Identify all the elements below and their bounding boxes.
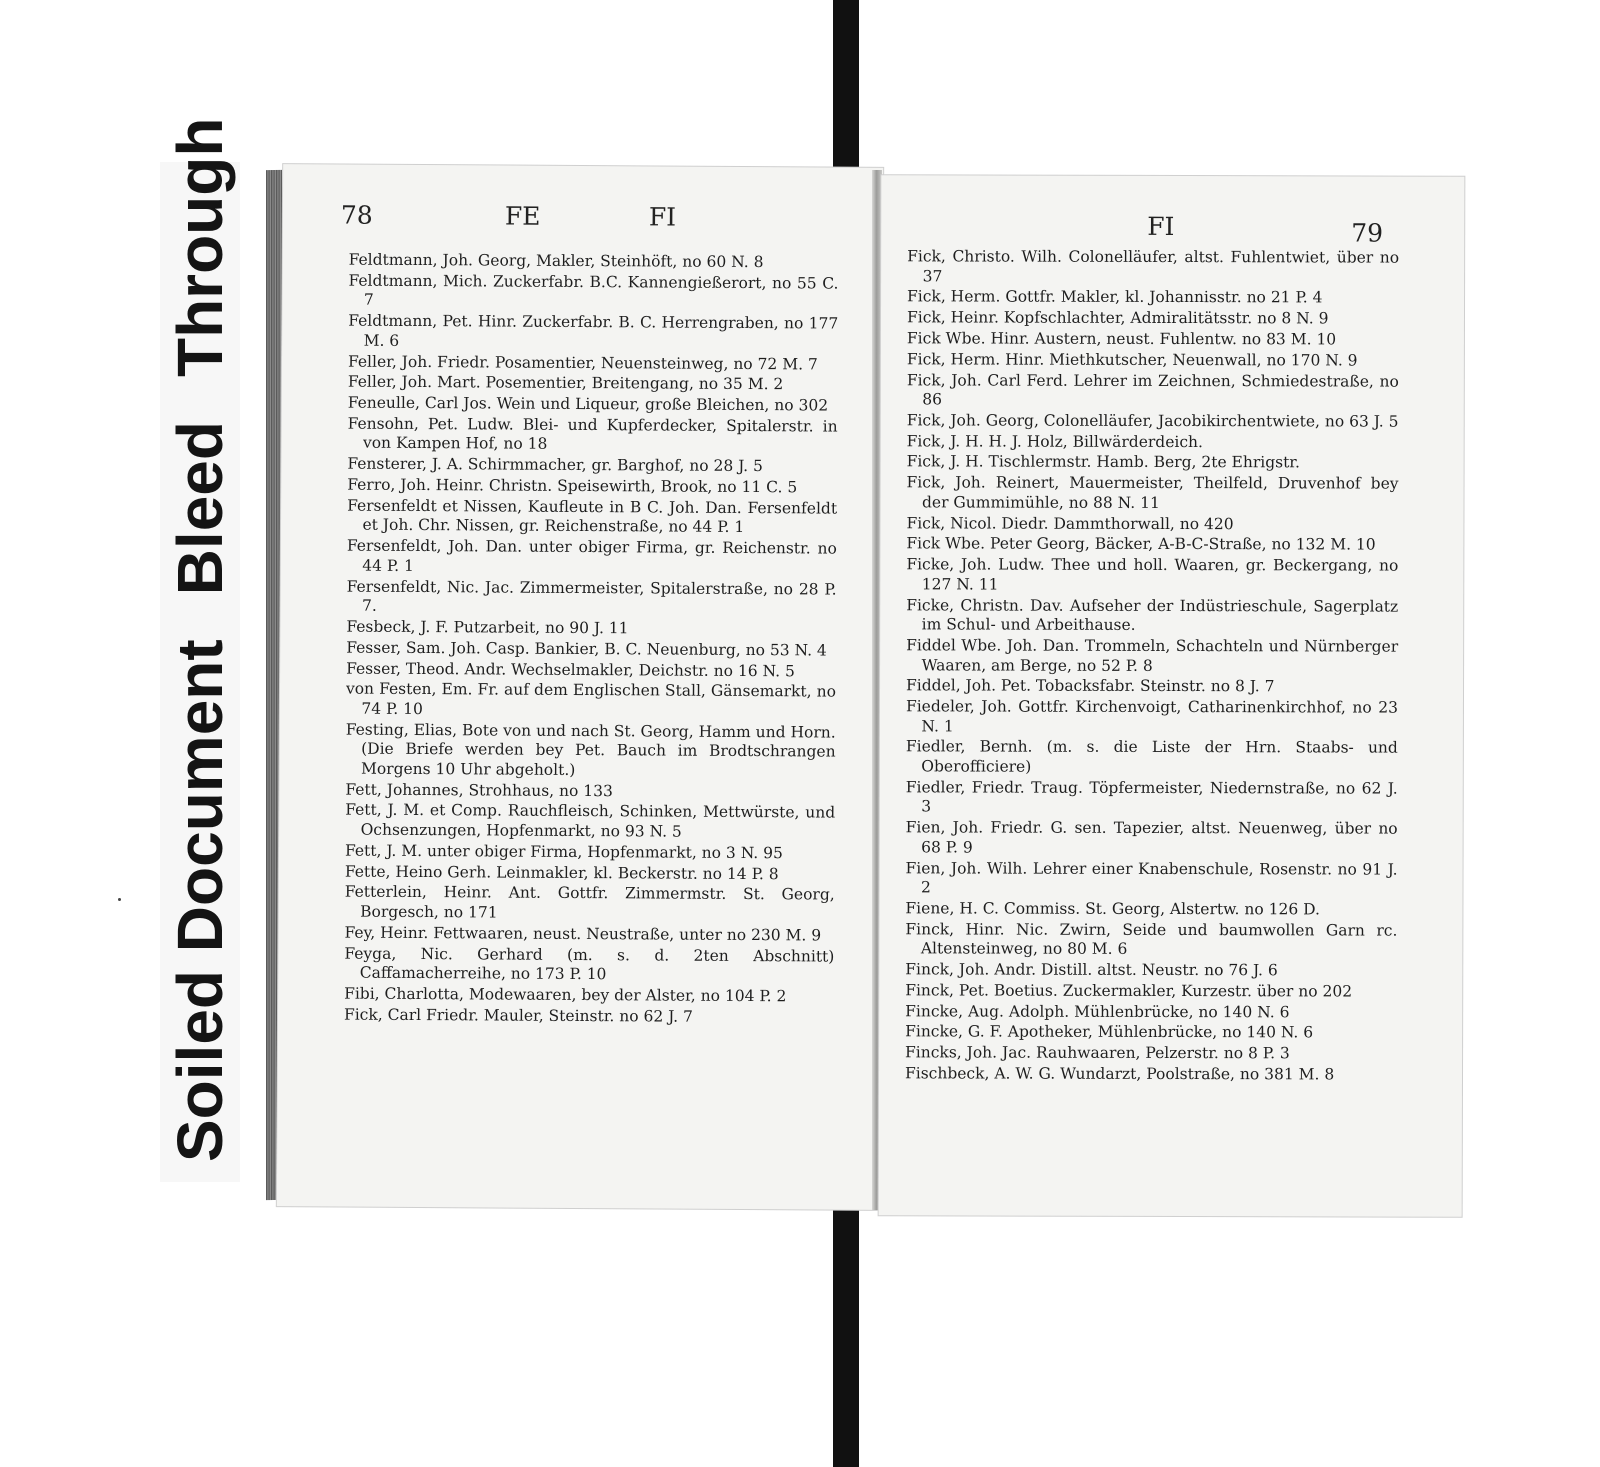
directory-entry: Fick, Carl Friedr. Mauler, Steinstr. no 62 J. 7 [343, 1005, 693, 1026]
directory-entry: Fiedeler, Joh. Gottfr. Kirchenvoigt, Catharinenkirchhof, no 23 N. 1 [905, 697, 1398, 736]
directory-entry: Fick, Heinr. Kopfschlachter, Admiralitätsstr. no 8 N. 9 [906, 308, 1329, 328]
directory-entry: von Festen, Em. Fr. auf dem Englischen Stall, Gänsemarkt, no 74 P. 10 [345, 679, 837, 718]
directory-entry: Feldtmann, Joh. Georg, Makler, Steinhöft, no 60 N. 8 [348, 250, 764, 272]
left-entry-list [344, 251, 839, 1029]
directory-entry: Fien, Joh. Wilh. Lehrer einer Knabenschule, Rosenstr. no 91 J. 2 [905, 858, 1398, 897]
directory-entry: Ficke, Christn. Dav. Aufseher der Indüstrieschule, Sagerplatz im Schul- und Arbeithause. [906, 595, 1399, 635]
running-head-center: FI [1147, 211, 1175, 242]
directory-entry: Fesser, Theod. Andr. Wechselmakler, Deichstr. no 16 N. 5 [346, 659, 795, 680]
directory-entry: Fincke, Aug. Adolph. Mühlenbrücke, no 140 N. 6 [905, 1001, 1290, 1021]
directory-entry: Finck, Pet. Boetius. Zuckermakler, Kurzestr. über no 202 [905, 981, 1353, 1001]
target-label-text [164, 117, 236, 1162]
quality-target-label [160, 117, 240, 1182]
directory-entry: Fett, J. M. et Comp. Rauchfleisch, Schinken, Mettwürste, und Ochsenzungen, Hopfenmarkt, no 93 N. 5 [345, 800, 836, 841]
directory-entry: Fey, Heinr. Fettwaaren, neust. Neustraße, unter no 230 M. 9 [344, 923, 822, 945]
directory-entry: Fersenfeldt et Nissen, Kaufleute in B C. Joh. Dan. Fersenfeldt et Joh. Chr. Nissen, gr. Reichenstraße, no 44 P. 1 [347, 496, 838, 537]
directory-entry: Fiene, H. C. Commiss. St. Georg, Alstertw. no 126 D. [905, 899, 1320, 919]
directory-entry: Fette, Heino Gerh. Leinmakler, kl. Beckerstr. no 14 P. 8 [344, 862, 779, 883]
right-entry-list [905, 247, 1399, 1086]
directory-entry: Fersenfeldt, Nic. Jac. Zimmermeister, Spitalerstraße, no 28 P. 7. [346, 577, 837, 615]
directory-entry: Festing, Elias, Bote von und nach St. Georg, Hamm und Horn. (Die Briefe werden bey Pet. Bauch im Brodtschrangen Morgens 10 Uhr abgeholt.) [345, 720, 836, 779]
running-head-left: FE [504, 201, 541, 231]
directory-entry: Fiedler, Bernh. (m. s. die Liste der Hrn. Staabs- und Oberofficiere) [905, 737, 1398, 776]
directory-entry: Fick, Herm. Gottfr. Makler, kl. Johannisstr. no 21 P. 4 [907, 287, 1323, 307]
directory-entry: Feller, Joh. Mart. Posementier, Breitengang, no 35 M. 2 [347, 372, 784, 394]
directory-entry: Feller, Joh. Friedr. Posamentier, Neuensteinweg, no 72 M. 7 [347, 352, 818, 373]
right-page [879, 175, 1465, 1217]
directory-entry: Fischbeck, A. W. G. Wundarzt, Poolstraße, no 381 M. 8 [904, 1064, 1335, 1084]
directory-entry: Ficke, Joh. Ludw. Thee und holl. Waaren, gr. Beckergang, no 127 N. 11 [906, 555, 1399, 594]
right-page-header [881, 211, 1464, 247]
directory-entry: Fensohn, Pet. Ludw. Blei- und Kupferdecker, Spitalerstr. in von Kampen Hof, no 18 [347, 414, 838, 454]
directory-entry: Fick, Nicol. Diedr. Dammthorwall, no 420 [906, 513, 1234, 533]
directory-entry: Fien, Joh. Friedr. G. sen. Tapezier, altst. Neuenweg, über no 68 P. 9 [905, 818, 1398, 857]
directory-entry: Fick, Joh. Reinert, Mauermeister, Theilfeld, Druvenhof bey der Gummimühle, no 88 N. 11 [906, 473, 1399, 512]
directory-entry: Fick, Herm. Hinr. Miethkutscher, Neuenwall, no 170 N. 9 [906, 350, 1358, 370]
directory-entry: Fincks, Joh. Jac. Rauhwaaren, Pelzerstr. no 8 P. 3 [905, 1043, 1290, 1063]
page-number-left: 78 [340, 200, 373, 230]
directory-entry: Fick, J. H. H. J. Holz, Billwärderdeich. [906, 431, 1203, 451]
directory-entry: Feldtmann, Pet. Hinr. Zuckerfabr. B. C. Herrengraben, no 177 M. 6 [348, 311, 839, 350]
running-head-right: FI [648, 202, 677, 232]
directory-entry: Fett, J. M. unter obiger Firma, Hopfenmarkt, no 3 N. 95 [344, 841, 783, 863]
directory-entry: Fick Wbe. Peter Georg, Bäcker, A-B-C-Straße, no 132 M. 10 [906, 534, 1376, 554]
directory-entry: Fetterlein, Heinr. Ant. Gottfr. Zimmermstr. St. Georg, Borgesch, no 171 [344, 882, 835, 922]
directory-entry: Fersenfeldt, Joh. Dan. unter obiger Firma, gr. Reichenstr. no 44 P. 1 [346, 536, 837, 575]
directory-entry: Fett, Johannes, Strohhaus, no 133 [345, 780, 613, 800]
directory-entry: Fick Wbe. Hinr. Austern, neust. Fuhlentw. no 83 M. 10 [906, 329, 1337, 349]
directory-entry: Feneulle, Carl Jos. Wein und Liqueur, große Bleichen, no 302 [347, 393, 829, 415]
directory-entry: Fincke, G. F. Apotheker, Mühlenbrücke, no 140 N. 6 [905, 1022, 1314, 1042]
target-word-3: Through [164, 117, 236, 377]
directory-entry: Fick, J. H. Tischlermstr. Hamb. Berg, 2te Ehrigstr. [906, 452, 1300, 472]
directory-entry: Finck, Hinr. Nic. Zwirn, Seide und baumwollen Garn rc. Altensteinweg, no 80 M. 6 [905, 920, 1398, 959]
directory-entry: Fensterer, J. A. Schirmmacher, gr. Barghof, no 28 J. 5 [347, 454, 763, 476]
stray-mark [118, 898, 121, 901]
page-number-right: 79 [1351, 218, 1384, 248]
directory-entry: Fick, Christo. Wilh. Colonelläufer, altst. Fuhlentwiet, über no 37 [907, 247, 1400, 285]
directory-entry: Finck, Joh. Andr. Distill. altst. Neustr. no 76 J. 6 [905, 960, 1278, 980]
scanner-bar-bottom [833, 1210, 859, 1467]
target-word-2: Bleed [164, 421, 236, 596]
directory-entry: Fesbeck, J. F. Putzarbeit, no 90 J. 11 [346, 617, 629, 638]
directory-entry: Fick, Joh. Carl Ferd. Lehrer im Zeichnen, Schmiedestraße, no 86 [906, 370, 1399, 409]
directory-entry: Fick, Joh. Georg, Colonelläufer, Jacobikirchentwiete, no 63 J. 5 [906, 411, 1399, 431]
directory-entry: Fiddel Wbe. Joh. Dan. Trommeln, Schachteln und Nürnberger Waaren, am Berge, no 52 P. 8 [906, 636, 1399, 675]
directory-entry: Fiedler, Friedr. Traug. Töpfermeister, Niedernstraße, no 62 J. 3 [905, 778, 1398, 816]
scanner-bar-top [833, 0, 859, 180]
directory-entry: Feldtmann, Mich. Zuckerfabr. B.C. Kannengießerort, no 55 C. 7 [348, 271, 839, 310]
target-word-1: Soiled Document [164, 639, 236, 1162]
directory-entry: Fiddel, Joh. Pet. Tobacksfabr. Steinstr. no 8 J. 7 [906, 676, 1275, 696]
directory-entry: Fibi, Charlotta, Modewaaren, bey der Alster, no 104 P. 2 [344, 984, 787, 1006]
directory-entry: Ferro, Joh. Heinr. Christn. Speisewirth, Brook, no 11 C. 5 [347, 475, 798, 497]
left-page [277, 164, 883, 1210]
directory-entry: Fesser, Sam. Joh. Casp. Bankier, B. C. Neuenburg, no 53 N. 4 [346, 638, 827, 660]
left-page-header [283, 200, 883, 238]
directory-entry: Feyga, Nic. Gerhard (m. s. d. 2ten Abschnitt) Caffamacherreihe, no 173 P. 10 [344, 944, 835, 984]
